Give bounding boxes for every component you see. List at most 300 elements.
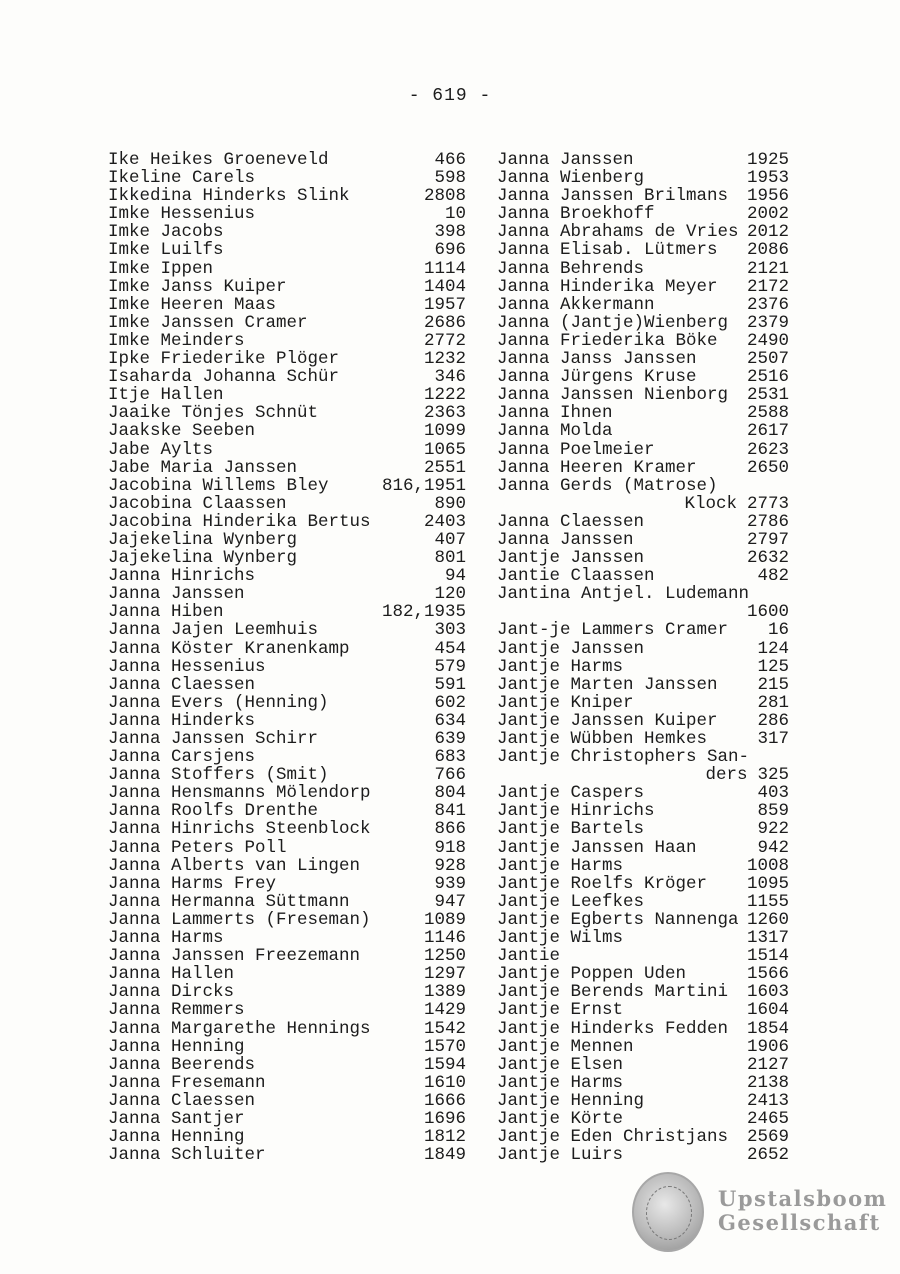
entry-name: Jantje Janssen bbox=[497, 638, 645, 659]
index-entry bbox=[497, 694, 789, 712]
entry-page-number: 1250 bbox=[423, 946, 466, 967]
index-entry bbox=[108, 531, 466, 549]
entry-name: Janna Harms bbox=[108, 928, 224, 949]
entry-name: Janna Claessen bbox=[108, 1090, 256, 1111]
index-entry bbox=[497, 332, 789, 350]
entry-page-number: 2551 bbox=[423, 457, 466, 478]
entry-page-number: 346 bbox=[434, 367, 466, 388]
index-entry bbox=[108, 929, 466, 947]
index-entry bbox=[108, 441, 466, 459]
index-entry bbox=[108, 314, 466, 332]
entry-page-number: 591 bbox=[434, 674, 466, 695]
entry-name: Imke Hessenius bbox=[108, 204, 256, 225]
entry-name: Jantje Hinrichs bbox=[497, 801, 655, 822]
entry-name: Ikkedina Hinderks Slink bbox=[108, 186, 350, 207]
entry-page-number: 1854 bbox=[746, 1018, 789, 1039]
index-entry bbox=[497, 368, 789, 386]
entry-name-continuation: Klock bbox=[684, 493, 737, 514]
entry-page-number: 403 bbox=[757, 783, 789, 804]
page-number: - 619 - bbox=[408, 86, 492, 106]
entry-name: Jantje Harms bbox=[497, 855, 624, 876]
index-entry bbox=[497, 658, 789, 676]
index-entry bbox=[108, 893, 466, 911]
index-entry bbox=[108, 549, 466, 567]
entry-page-number: 2465 bbox=[746, 1108, 789, 1129]
index-entry bbox=[108, 459, 466, 477]
entry-page-number: 2403 bbox=[423, 511, 466, 532]
entry-name: Janna Carsjens bbox=[108, 747, 256, 768]
index-entry bbox=[497, 1020, 789, 1038]
index-entry bbox=[108, 404, 466, 422]
entry-name: Janna Janssen bbox=[497, 150, 634, 170]
index-entry bbox=[497, 422, 789, 440]
entry-name: Jaakske Seeben bbox=[108, 421, 256, 442]
index-entry bbox=[497, 748, 789, 784]
entry-page-number: 922 bbox=[757, 819, 789, 840]
entry-page-number: 407 bbox=[434, 529, 466, 550]
entry-page-number: 1542 bbox=[423, 1018, 466, 1039]
entry-name: Janna Behrends bbox=[497, 258, 645, 279]
entry-name: Janna Heeren Kramer bbox=[497, 457, 697, 478]
index-entry bbox=[108, 911, 466, 929]
entry-name: Jantje Mennen bbox=[497, 1036, 634, 1057]
entry-name: Janna Ihnen bbox=[497, 403, 613, 424]
entry-page-number: 120 bbox=[434, 584, 466, 605]
entry-name: Janna Köster Kranenkamp bbox=[108, 638, 350, 659]
index-entry bbox=[497, 278, 789, 296]
entry-page-number: 766 bbox=[434, 765, 466, 786]
index-entry bbox=[108, 658, 466, 676]
entry-page-number: 1146 bbox=[423, 928, 466, 949]
index-entry bbox=[108, 676, 466, 694]
entry-name: Janna Henning bbox=[108, 1127, 245, 1148]
entry-page-number: 1610 bbox=[423, 1072, 466, 1093]
entry-name: Jantje Hinderks Fedden bbox=[497, 1018, 729, 1039]
index-entry bbox=[108, 1056, 466, 1074]
entry-name: Janna Claessen bbox=[108, 674, 256, 695]
entry-name: Jantje Bartels bbox=[497, 819, 645, 840]
index-entry bbox=[108, 350, 466, 368]
index-entry bbox=[497, 386, 789, 404]
entry-name: Jantje Harms bbox=[497, 656, 624, 677]
entry-name: Jantje Ernst bbox=[497, 1000, 624, 1021]
index-entry bbox=[108, 839, 466, 857]
index-entry bbox=[108, 748, 466, 766]
entry-page-number: 482 bbox=[757, 566, 789, 587]
index-entry bbox=[497, 730, 789, 748]
entry-page-number: 2650 bbox=[746, 457, 789, 478]
entry-name: Jantje Egberts Nannenga bbox=[497, 909, 739, 930]
entry-page-number: 2623 bbox=[746, 439, 789, 460]
entry-name: Jacobina Willems Bley bbox=[108, 475, 329, 496]
entry-name: Imke Meinders bbox=[108, 330, 245, 351]
index-entry bbox=[497, 260, 789, 278]
entry-page-number: 1957 bbox=[423, 294, 466, 315]
entry-page-number: 2531 bbox=[746, 385, 789, 406]
entry-name: Ike Heikes Groeneveld bbox=[108, 150, 329, 170]
entry-page-number: 2172 bbox=[746, 276, 789, 297]
entry-page-number: 215 bbox=[757, 674, 789, 695]
entry-name: Janna Remmers bbox=[108, 1000, 245, 1021]
index-entry bbox=[108, 784, 466, 802]
entry-name: Jantie bbox=[497, 946, 561, 967]
entry-page-number: 1089 bbox=[423, 909, 466, 930]
entry-page-number: 1604 bbox=[746, 1000, 789, 1021]
entry-name: Imke Luilfs bbox=[108, 240, 224, 261]
entry-page-number: 1429 bbox=[423, 1000, 466, 1021]
entry-page-number: 303 bbox=[434, 620, 466, 641]
entry-name: Janna Peters Poll bbox=[108, 837, 287, 858]
brand-line-2: Gesellschaft bbox=[718, 1210, 881, 1235]
entry-page-number: 2772 bbox=[423, 330, 466, 351]
index-entry bbox=[497, 1128, 789, 1146]
index-entry bbox=[497, 621, 789, 639]
entry-page-number: 2002 bbox=[746, 204, 789, 225]
entry-page-number: 10 bbox=[444, 204, 466, 225]
index-entry bbox=[497, 169, 789, 187]
index-entry bbox=[497, 296, 789, 314]
entry-name: Janna Jürgens Kruse bbox=[497, 367, 697, 388]
index-entry bbox=[497, 1038, 789, 1056]
entry-page-number: 859 bbox=[757, 801, 789, 822]
index-entry bbox=[497, 1056, 789, 1074]
entry-page-number: 598 bbox=[434, 168, 466, 189]
index-entry bbox=[108, 187, 466, 205]
index-entry bbox=[497, 350, 789, 368]
entry-page-number: 1260 bbox=[746, 909, 789, 930]
entry-page-number: 1514 bbox=[746, 946, 789, 967]
entry-page-number: 2632 bbox=[746, 548, 789, 569]
index-entry bbox=[108, 332, 466, 350]
entry-name: Janna Schluiter bbox=[108, 1145, 266, 1166]
index-entry bbox=[497, 187, 789, 205]
entry-name: Jantje Wilms bbox=[497, 928, 624, 949]
index-entry bbox=[108, 495, 466, 513]
index-entry bbox=[497, 567, 789, 585]
entry-name: Janna Elisab. Lütmers bbox=[497, 240, 718, 261]
entry-name: Jantje Kniper bbox=[497, 692, 634, 713]
index-entry bbox=[497, 983, 789, 1001]
entry-page-number: 2569 bbox=[746, 1127, 789, 1148]
index-entry bbox=[108, 820, 466, 838]
entry-name: Janna Janssen bbox=[497, 529, 634, 550]
index-entry bbox=[108, 1020, 466, 1038]
entry-name: Janna Claessen bbox=[497, 511, 645, 532]
entry-page-number: 2413 bbox=[746, 1090, 789, 1111]
entry-page-number: 947 bbox=[434, 891, 466, 912]
entry-page-number: 1812 bbox=[423, 1127, 466, 1148]
entry-page-number: 2516 bbox=[746, 367, 789, 388]
entry-page-number: 1906 bbox=[746, 1036, 789, 1057]
index-entry bbox=[497, 241, 789, 259]
entry-page-number: 1566 bbox=[746, 964, 789, 985]
entry-name: Janna Wienberg bbox=[497, 168, 645, 189]
index-entry bbox=[108, 1146, 466, 1164]
entry-name: Janna Hallen bbox=[108, 964, 235, 985]
entry-name: Jacobina Hinderika Bertus bbox=[108, 511, 371, 532]
entry-name: Janna Hinrichs Steenblock bbox=[108, 819, 371, 840]
entry-page-number: 466 bbox=[434, 150, 466, 170]
index-entry bbox=[497, 640, 789, 658]
index-entry bbox=[497, 404, 789, 422]
entry-name: Janna Hinrichs bbox=[108, 566, 256, 587]
index-entry bbox=[497, 965, 789, 983]
index-entry bbox=[108, 241, 466, 259]
entry-name-continuation: ders bbox=[705, 765, 748, 786]
entry-page-number: 1953 bbox=[746, 168, 789, 189]
entry-page-number: 454 bbox=[434, 638, 466, 659]
entry-name: Janna Hiben bbox=[108, 602, 224, 623]
index-entry bbox=[108, 875, 466, 893]
entry-page-number: 16 bbox=[767, 620, 789, 641]
entry-name: Jantje Henning bbox=[497, 1090, 645, 1111]
index-entry bbox=[497, 441, 789, 459]
index-entry bbox=[497, 205, 789, 223]
brand-line-1: Upstalsboom bbox=[718, 1186, 888, 1211]
entry-name: Janna Molda bbox=[497, 421, 613, 442]
entry-page-number: 639 bbox=[434, 729, 466, 749]
index-entry bbox=[108, 712, 466, 730]
entry-page-number: 281 bbox=[757, 692, 789, 713]
entry-name: Janna Hinderks bbox=[108, 710, 256, 731]
entry-name: Jantje Elsen bbox=[497, 1054, 624, 1075]
index-entry bbox=[497, 712, 789, 730]
entry-name: Janna Broekhoff bbox=[497, 204, 655, 225]
entry-page-number: 2490 bbox=[746, 330, 789, 351]
index-entry bbox=[497, 459, 789, 477]
entry-page-number: 1222 bbox=[423, 385, 466, 406]
entry-page-number: 2127 bbox=[746, 1054, 789, 1075]
index-entry bbox=[497, 223, 789, 241]
entry-name: Jantje Caspers bbox=[497, 783, 645, 804]
entry-page-number: 1065 bbox=[423, 439, 466, 460]
index-entry bbox=[108, 766, 466, 784]
index-entry bbox=[108, 1128, 466, 1146]
entry-name: Janna Janssen bbox=[108, 584, 245, 605]
index-entry bbox=[497, 875, 789, 893]
index-entry bbox=[108, 585, 466, 603]
index-entry bbox=[108, 1092, 466, 1110]
entry-name: Janna Evers (Henning) bbox=[108, 692, 329, 713]
entry-page-number: 1666 bbox=[423, 1090, 466, 1111]
index-entry bbox=[108, 260, 466, 278]
index-entry bbox=[108, 730, 466, 748]
entry-name: Jantje Marten Janssen bbox=[497, 674, 718, 695]
entry-name: Janna Poelmeier bbox=[497, 439, 655, 460]
entry-name: Janna Santjer bbox=[108, 1108, 245, 1129]
index-entry bbox=[497, 314, 789, 332]
entry-name: Jajekelina Wynberg bbox=[108, 548, 298, 569]
entry-name: Jantje Berends Martini bbox=[497, 982, 729, 1003]
entry-page-number: 1600 bbox=[746, 602, 789, 623]
entry-name: Janna Lammerts (Freseman) bbox=[108, 909, 371, 930]
index-entry bbox=[497, 820, 789, 838]
entry-name: Jabe Aylts bbox=[108, 439, 214, 460]
entry-page-number: 1956 bbox=[746, 186, 789, 207]
index-entry bbox=[108, 169, 466, 187]
entry-name: Janna Stoffers (Smit) bbox=[108, 765, 329, 786]
index-entry bbox=[108, 802, 466, 820]
entry-page-number: 841 bbox=[434, 801, 466, 822]
entry-page-number: 2376 bbox=[746, 294, 789, 315]
index-entry bbox=[108, 947, 466, 965]
index-entry bbox=[497, 839, 789, 857]
entry-name: Jantje Leefkes bbox=[497, 891, 645, 912]
entry-page-number: 1849 bbox=[423, 1145, 466, 1166]
entry-page-number: 1114 bbox=[423, 258, 466, 279]
index-entry bbox=[497, 1146, 789, 1164]
entry-page-number: 1008 bbox=[746, 855, 789, 876]
entry-page-number: 1925 bbox=[746, 150, 789, 170]
index-entry bbox=[497, 1074, 789, 1092]
entry-name: Janna (Jantje)Wienberg bbox=[497, 312, 729, 333]
entry-name: Janna Friederika Böke bbox=[497, 330, 718, 351]
entry-page-number: 2686 bbox=[423, 312, 466, 333]
index-entry bbox=[108, 477, 466, 495]
index-entry bbox=[497, 513, 789, 531]
entry-page-number: 816,1951 bbox=[381, 475, 466, 496]
entry-name: Janna Beerends bbox=[108, 1054, 256, 1075]
entry-page-number: 1570 bbox=[423, 1036, 466, 1057]
index-entry bbox=[108, 965, 466, 983]
entry-name: Jantje Wübben Hemkes bbox=[497, 729, 708, 749]
entry-page-number: 804 bbox=[434, 783, 466, 804]
index-column-left bbox=[108, 151, 466, 1164]
entry-name: Jantje Eden Christjans bbox=[497, 1127, 729, 1148]
entry-name: Janna Alberts van Lingen bbox=[108, 855, 361, 876]
index-entry bbox=[497, 531, 789, 549]
entry-page-number: 286 bbox=[757, 710, 789, 731]
entry-page-number: 579 bbox=[434, 656, 466, 677]
entry-page-number: 2617 bbox=[746, 421, 789, 442]
index-entry bbox=[108, 1001, 466, 1019]
index-entry bbox=[108, 603, 466, 621]
entry-page-number: 602 bbox=[434, 692, 466, 713]
index-entry bbox=[108, 567, 466, 585]
index-entry bbox=[108, 1038, 466, 1056]
entry-page-number: 2652 bbox=[746, 1145, 789, 1166]
index-entry bbox=[108, 621, 466, 639]
index-entry bbox=[497, 1092, 789, 1110]
entry-page-number: 2797 bbox=[746, 529, 789, 550]
entry-name: Janna Hermanna Süttmann bbox=[108, 891, 350, 912]
entry-name: Janna Akkermann bbox=[497, 294, 655, 315]
index-entry bbox=[497, 784, 789, 802]
entry-page-number: 683 bbox=[434, 747, 466, 768]
entry-name: Jantje Harms bbox=[497, 1072, 624, 1093]
entry-page-number: 1232 bbox=[423, 349, 466, 370]
entry-name: Jantina Antjel. Ludemann bbox=[497, 584, 750, 605]
entry-page-number: 939 bbox=[434, 873, 466, 894]
index-entry bbox=[108, 223, 466, 241]
entry-page-number: 890 bbox=[434, 493, 466, 514]
entry-page-number: 317 bbox=[757, 729, 789, 749]
entry-page-number: 1603 bbox=[746, 982, 789, 1003]
entry-page-number: 2086 bbox=[746, 240, 789, 261]
entry-page-number: 2138 bbox=[746, 1072, 789, 1093]
entry-name: Janna Fresemann bbox=[108, 1072, 266, 1093]
index-entry bbox=[497, 802, 789, 820]
index-entry bbox=[497, 893, 789, 911]
entry-page-number: 1404 bbox=[423, 276, 466, 297]
entry-page-number: 1317 bbox=[746, 928, 789, 949]
entry-page-number: 866 bbox=[434, 819, 466, 840]
entry-page-number: 2786 bbox=[746, 511, 789, 532]
entry-name: Janna Hessenius bbox=[108, 656, 266, 677]
entry-name: Janna Janssen Nienborg bbox=[497, 385, 729, 406]
index-entry bbox=[108, 422, 466, 440]
index-entry bbox=[108, 513, 466, 531]
index-entry bbox=[108, 983, 466, 1001]
entry-continuation bbox=[705, 766, 789, 784]
entry-page-number: 942 bbox=[757, 837, 789, 858]
entry-page-number: 2507 bbox=[746, 349, 789, 370]
entry-page-number: 94 bbox=[444, 566, 466, 587]
brand-watermark bbox=[718, 1187, 887, 1235]
entry-page-number: 2773 bbox=[746, 493, 789, 514]
entry-name: Janna Henning bbox=[108, 1036, 245, 1057]
entry-name: Janna Hensmanns Mölendorp bbox=[108, 783, 371, 804]
index-column-right bbox=[497, 151, 789, 1164]
entry-name: Jaaike Tönjes Schnüt bbox=[108, 403, 319, 424]
entry-page-number: 2363 bbox=[423, 403, 466, 424]
entry-name: Ikeline Carels bbox=[108, 168, 256, 189]
index-entry bbox=[108, 640, 466, 658]
entry-name: Imke Heeren Maas bbox=[108, 294, 277, 315]
entry-name: Imke Jacobs bbox=[108, 222, 224, 243]
entry-name: Ipke Friederike Plöger bbox=[108, 349, 340, 370]
index-entry bbox=[108, 205, 466, 223]
entry-name: Jantje Janssen Haan bbox=[497, 837, 697, 858]
entry-name: Imke Janss Kuiper bbox=[108, 276, 287, 297]
entry-page-number: 124 bbox=[757, 638, 789, 659]
entry-name: Janna Janssen Freezemann bbox=[108, 946, 361, 967]
entry-page-number: 2588 bbox=[746, 403, 789, 424]
entry-name: Jajekelina Wynberg bbox=[108, 529, 298, 550]
entry-page-number: 2808 bbox=[423, 186, 466, 207]
entry-name: Imke Ippen bbox=[108, 258, 214, 279]
entry-name: Jantje Poppen Uden bbox=[497, 964, 687, 985]
index-entry bbox=[497, 929, 789, 947]
entry-name: Jantje Luirs bbox=[497, 1145, 624, 1166]
index-entry bbox=[108, 368, 466, 386]
entry-page-number: 634 bbox=[434, 710, 466, 731]
index-entry bbox=[108, 386, 466, 404]
entry-name: Janna Jajen Leemhuis bbox=[108, 620, 319, 641]
entry-name: Isaharda Johanna Schür bbox=[108, 367, 340, 388]
entry-page-number: 1696 bbox=[423, 1108, 466, 1129]
entry-page-number: 928 bbox=[434, 855, 466, 876]
entry-page-number: 801 bbox=[434, 548, 466, 569]
index-entry bbox=[108, 278, 466, 296]
entry-page-number: 918 bbox=[434, 837, 466, 858]
entry-name: Janna Roolfs Drenthe bbox=[108, 801, 319, 822]
index-entry bbox=[497, 857, 789, 875]
entry-continuation bbox=[684, 495, 789, 513]
entry-name: Janna Margarethe Hennings bbox=[108, 1018, 371, 1039]
entry-page-number: 696 bbox=[434, 240, 466, 261]
entry-name: Jacobina Claassen bbox=[108, 493, 287, 514]
index-entry bbox=[497, 1110, 789, 1128]
entry-name: Jantje Janssen Kuiper bbox=[497, 710, 718, 731]
entry-page-number: 2379 bbox=[746, 312, 789, 333]
entry-name: Jant-je Lammers Cramer bbox=[497, 620, 729, 641]
entry-name: Janna Janss Janssen bbox=[497, 349, 697, 370]
entry-page-number: 1095 bbox=[746, 873, 789, 894]
entry-name: Jantje Christophers San- bbox=[497, 747, 750, 768]
index-entry bbox=[497, 151, 789, 169]
entry-name: Janna Gerds (Matrose) bbox=[497, 475, 718, 496]
